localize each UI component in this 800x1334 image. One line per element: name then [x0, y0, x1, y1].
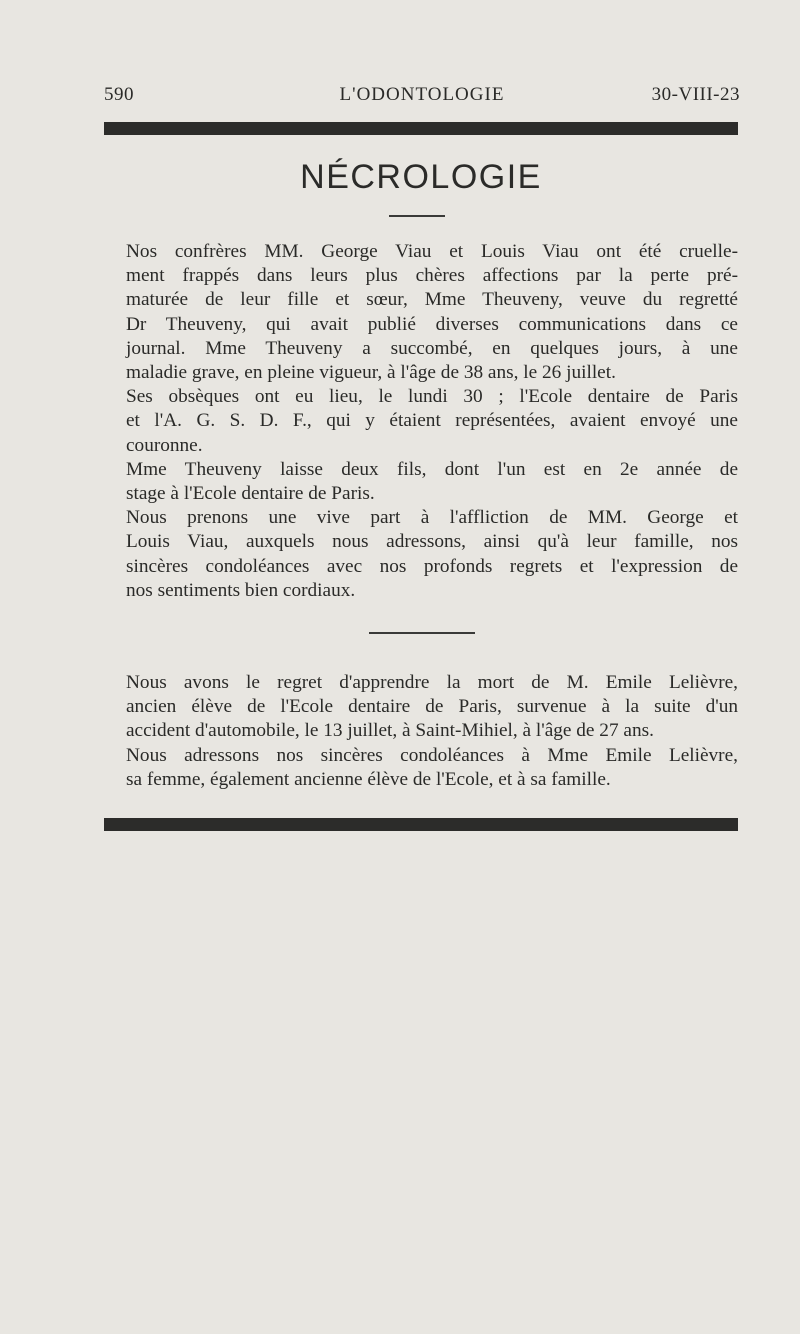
text-line: Dr Theuveny, qui avait publié diverses communications dans ce — [126, 313, 738, 335]
text-line: Nous avons le regret d'apprendre la mort de M. Emile Lelièvre, — [126, 672, 738, 693]
text-line: maturée de leur fille et sœur, Mme Theuveny, veuve du regretté — [126, 289, 738, 311]
text-line: Nous prenons une vive part à l'affliction de MM. George et — [126, 507, 738, 529]
text-line: Nos confrères MM. George Viau et Louis Viau ont été cruelle- — [126, 241, 738, 262]
text-line: Louis Viau, auxquels nous adressons, ainsi qu'à leur famille, nos — [126, 531, 738, 553]
paragraph — [104, 385, 738, 458]
text-line: et l'A. G. S. D. F., qui y étaient représentées, avaient envoyé une — [126, 410, 738, 432]
paragraph — [104, 458, 738, 506]
text-line: couronne. — [126, 434, 203, 456]
obituary-lelievre — [104, 671, 738, 792]
paragraph — [104, 506, 738, 603]
paragraph — [104, 240, 738, 385]
text-line: ancien élève de l'Ecole dentaire de Paris, survenue à la suite d'un — [126, 696, 738, 718]
text-line: Ses obsèques ont eu lieu, le lundi 30 ; l'Ecole dentaire de Paris — [126, 386, 738, 408]
text-line: Mme Theuveny laisse deux fils, dont l'un est en 2e année de — [126, 458, 738, 480]
paragraph — [104, 671, 738, 744]
notice-divider — [369, 632, 475, 634]
text-line: Nous adressons nos sincères condoléances à Mme Emile Lelièvre, — [126, 744, 738, 766]
text-line: nos sentiments bien cordiaux. — [126, 579, 356, 601]
text-line: ment frappés dans leurs plus chères affections par la perte pré- — [126, 265, 738, 287]
issue-date: 30-VIII-23 — [651, 84, 740, 105]
bottom-rule — [104, 818, 738, 831]
top-rule — [104, 122, 738, 135]
journal-title: L'ODONTOLOGIE — [339, 84, 505, 105]
text-line: stage à l'Ecole dentaire de Paris. — [126, 483, 375, 505]
text-line: sa femme, également ancienne élève de l'Ecole, et à sa famille. — [126, 768, 611, 790]
obituary-theuveny — [104, 240, 738, 603]
text-line: maladie grave, en pleine vigueur, à l'âge de 38 ans, le 26 juillet. — [126, 362, 616, 384]
paragraph — [104, 744, 738, 792]
text-line: accident d'automobile, le 13 juillet, à Saint-Mihiel, à l'âge de 27 ans. — [126, 720, 654, 742]
section-title: NÉCROLOGIE — [300, 158, 542, 196]
page-number: 590 — [104, 84, 134, 105]
running-head — [104, 84, 740, 110]
title-divider — [389, 215, 445, 217]
text-line: journal. Mme Theuveny a succombé, en quelques jours, à une — [126, 337, 738, 359]
text-line: sincères condoléances avec nos profonds regrets et l'expression de — [126, 555, 738, 577]
